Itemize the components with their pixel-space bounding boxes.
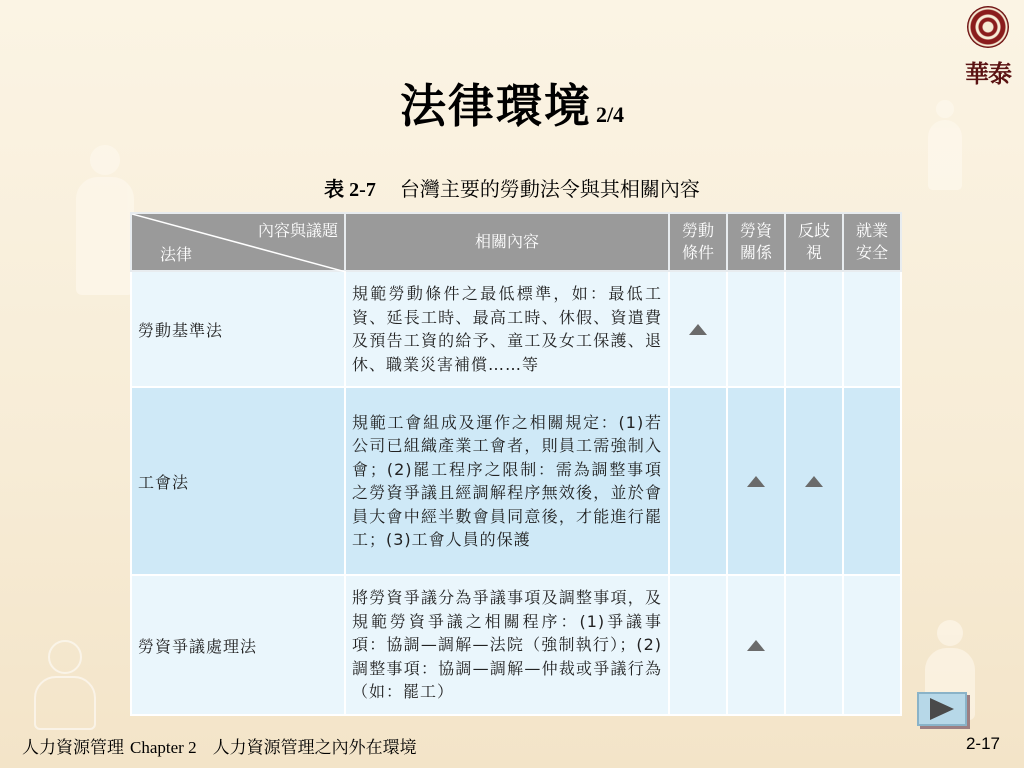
header-topic-label: 內容與議題 — [257, 221, 338, 240]
footer-book-title: 人力資源管理 — [22, 738, 124, 758]
table-caption-number: 表 2-7 — [324, 179, 376, 201]
mark-cell — [785, 387, 843, 575]
table-row — [131, 387, 901, 575]
header-content: 相關內容 — [345, 213, 669, 271]
mark-cell — [843, 271, 901, 387]
law-content: 將勞資爭議分為爭議事項及調整事項，及規範勞資爭議之相關程序：(1)爭議事項：協調—調解—法院（強制執行）；(2)調整事項：協調—調解—仲裁或爭議行為（如：罷工） — [345, 575, 669, 715]
background-figure — [30, 640, 100, 730]
header-anti-discrimination: 反歧 視 — [785, 213, 843, 271]
header-diagonal-cell — [131, 213, 345, 271]
labor-law-table — [130, 212, 902, 716]
mark-cell — [727, 271, 785, 387]
table-row — [131, 575, 901, 715]
law-content: 規範工會組成及運作之相關規定：(1)若公司已組織產業工會者，則員工需強制入會；(2)罷工程序之限制：需為調整事項之勞資爭議且經調解程序無效後，並於會員大會中經半數會員同意後，才能進行罷工；(3)工會人員的保護 — [345, 387, 669, 575]
mark-cell — [669, 387, 727, 575]
header-labor-conditions: 勞動 條件 — [669, 213, 727, 271]
page-number: 2-17 — [965, 734, 1000, 753]
slide-title-sub: 2/4 — [595, 102, 625, 127]
header-labor-relations: 勞資 關係 — [727, 213, 785, 271]
law-name: 勞動基準法 — [131, 271, 345, 387]
table-caption-text: 台灣主要的勞動法令與其相關內容 — [399, 177, 700, 201]
footer-section: 人力資源管理之內外在環境 — [212, 738, 417, 758]
triangle-up-icon — [805, 476, 823, 487]
triangle-up-icon — [747, 476, 765, 487]
slide-title — [0, 70, 1024, 136]
next-slide-button[interactable] — [917, 692, 967, 726]
law-name: 勞資爭議處理法 — [131, 575, 345, 715]
slide-footer — [22, 733, 417, 758]
logo-ring-icon — [967, 6, 1009, 48]
law-content: 規範勞動條件之最低標準，如：最低工資、延長工時、最高工時、休假、資遣費及預告工資的給予、童工及女工保護、退休、職業災害補償……等 — [345, 271, 669, 387]
triangle-up-icon — [747, 640, 765, 651]
mark-cell — [669, 575, 727, 715]
mark-cell — [669, 271, 727, 387]
mark-cell — [727, 575, 785, 715]
law-name: 工會法 — [131, 387, 345, 575]
slide-title-main: 法律環境 — [399, 79, 592, 133]
table-header-row — [131, 213, 901, 271]
table-caption — [0, 173, 1024, 202]
header-employment-security: 就業 安全 — [843, 213, 901, 271]
play-next-icon — [930, 698, 954, 720]
mark-cell — [727, 387, 785, 575]
footer-chapter: Chapter 2 — [130, 738, 197, 757]
mark-cell — [785, 575, 843, 715]
logo-text: 華泰 — [965, 59, 1011, 88]
table-row — [131, 271, 901, 387]
mark-cell — [843, 575, 901, 715]
mark-cell — [843, 387, 901, 575]
header-law-label: 法律 — [160, 245, 193, 264]
mark-cell — [785, 271, 843, 387]
triangle-up-icon — [689, 324, 707, 335]
